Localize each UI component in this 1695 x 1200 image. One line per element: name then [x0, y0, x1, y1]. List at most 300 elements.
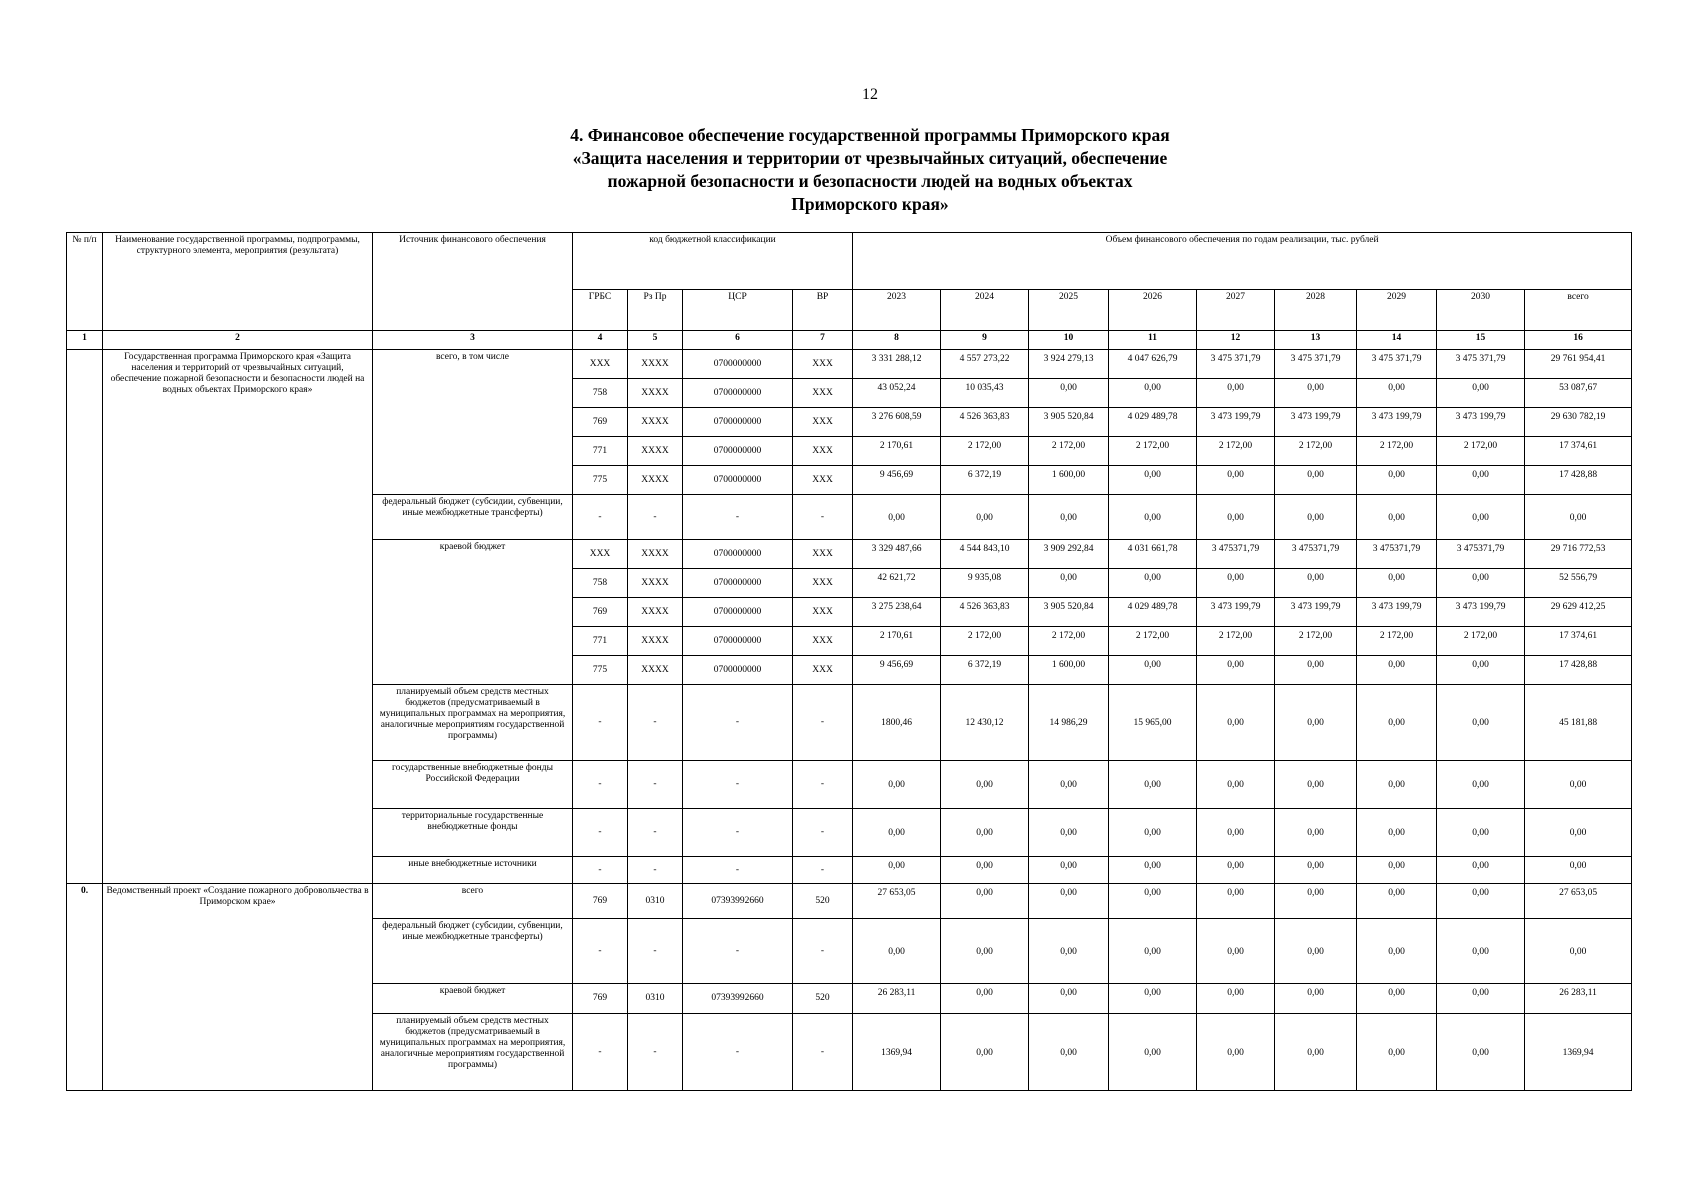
- column-number: 9: [941, 331, 1029, 350]
- source-cell: территориальные государственные внебюджетные фонды: [373, 809, 573, 857]
- value-cell: 3 473 199,79: [1275, 598, 1357, 627]
- header-year-0: 2023: [853, 290, 941, 331]
- value-cell: 0,00: [1275, 466, 1357, 495]
- value-cell: 0,00: [1437, 761, 1525, 809]
- value-cell: 12 430,12: [941, 685, 1029, 761]
- value-cell: 0,00: [1197, 884, 1275, 919]
- header-year-6: 2029: [1357, 290, 1437, 331]
- value-cell: 4 526 363,83: [941, 408, 1029, 437]
- value-cell: 3 331 288,12: [853, 350, 941, 379]
- value-cell: 0,00: [1197, 857, 1275, 884]
- column-number: 14: [1357, 331, 1437, 350]
- value-cell: 0,00: [1029, 495, 1109, 540]
- header-year-3: 2026: [1109, 290, 1197, 331]
- code-cell-grbs: 769: [573, 598, 628, 627]
- code-cell-vr: XXX: [793, 408, 853, 437]
- value-cell: 0,00: [1029, 984, 1109, 1014]
- value-cell: 0,00: [853, 809, 941, 857]
- code-cell-rzpr: XXXX: [628, 598, 683, 627]
- code-cell-csr: 0700000000: [683, 598, 793, 627]
- code-cell-grbs: 771: [573, 437, 628, 466]
- value-cell: 0,00: [1197, 984, 1275, 1014]
- value-cell: 2 172,00: [1275, 437, 1357, 466]
- value-cell: 0,00: [1109, 984, 1197, 1014]
- value-cell: 0,00: [853, 919, 941, 984]
- code-cell-rzpr: XXXX: [628, 569, 683, 598]
- value-cell: 0,00: [1109, 857, 1197, 884]
- value-cell: 0,00: [1275, 495, 1357, 540]
- code-cell-rzpr: XXXX: [628, 408, 683, 437]
- value-cell: 0,00: [1525, 809, 1632, 857]
- value-cell: 0,00: [853, 495, 941, 540]
- value-cell: 2 172,00: [1197, 437, 1275, 466]
- code-cell-csr: -: [683, 919, 793, 984]
- code-cell-csr: 07393992660: [683, 984, 793, 1014]
- code-cell-csr: -: [683, 1014, 793, 1091]
- header-year-7: 2030: [1437, 290, 1525, 331]
- value-cell: 0,00: [1437, 685, 1525, 761]
- value-cell: 0,00: [1029, 761, 1109, 809]
- value-cell: 0,00: [1197, 919, 1275, 984]
- code-cell-grbs: 775: [573, 466, 628, 495]
- value-cell: 3 475 371,79: [1275, 350, 1357, 379]
- code-cell-csr: 0700000000: [683, 408, 793, 437]
- value-cell: 2 172,00: [1275, 627, 1357, 656]
- column-number: 2: [103, 331, 373, 350]
- column-number: 12: [1197, 331, 1275, 350]
- column-number: 3: [373, 331, 573, 350]
- code-cell-vr: -: [793, 685, 853, 761]
- source-cell: федеральный бюджет (субсидии, субвенции, иные межбюджетные трансферты): [373, 919, 573, 984]
- value-cell: 0,00: [1109, 809, 1197, 857]
- column-number: 13: [1275, 331, 1357, 350]
- code-cell-csr: 0700000000: [683, 569, 793, 598]
- value-cell: 2 172,00: [1029, 627, 1109, 656]
- value-cell: 2 172,00: [1357, 437, 1437, 466]
- header-name: Наименование государственной программы, подпрограммы, структурного элемента, мероприятия (результата): [103, 233, 373, 331]
- document-title: [0, 124, 1695, 216]
- value-cell: 0,00: [1357, 1014, 1437, 1091]
- code-cell-vr: XXX: [793, 379, 853, 408]
- value-cell: 42 621,72: [853, 569, 941, 598]
- header-volume: Объем финансового обеспечения по годам реализации, тыс. рублей: [853, 233, 1632, 290]
- header-budget-code: код бюджетной классификации: [573, 233, 853, 290]
- value-cell: 0,00: [1437, 1014, 1525, 1091]
- value-cell: 1800,46: [853, 685, 941, 761]
- value-cell: 0,00: [1029, 379, 1109, 408]
- code-cell-vr: XXX: [793, 656, 853, 685]
- code-cell-vr: -: [793, 761, 853, 809]
- financing-table: [66, 232, 1632, 1091]
- value-cell: 1369,94: [853, 1014, 941, 1091]
- column-number: 16: [1525, 331, 1632, 350]
- code-cell-grbs: -: [573, 809, 628, 857]
- value-cell: 0,00: [1275, 761, 1357, 809]
- value-cell: 4 526 363,83: [941, 598, 1029, 627]
- value-cell: 6 372,19: [941, 656, 1029, 685]
- value-cell: 0,00: [941, 809, 1029, 857]
- value-cell: 0,00: [1357, 379, 1437, 408]
- header-source: Источник финансового обеспечения: [373, 233, 573, 331]
- value-cell: 0,00: [1275, 569, 1357, 598]
- value-cell: 3 905 520,84: [1029, 408, 1109, 437]
- value-cell: 4 557 273,22: [941, 350, 1029, 379]
- value-cell: 17 374,61: [1525, 437, 1632, 466]
- value-cell: 17 374,61: [1525, 627, 1632, 656]
- value-cell: 0,00: [941, 761, 1029, 809]
- value-cell: 3 473 199,79: [1197, 408, 1275, 437]
- code-cell-csr: -: [683, 761, 793, 809]
- value-cell: 3 909 292,84: [1029, 540, 1109, 569]
- code-cell-grbs: -: [573, 685, 628, 761]
- value-cell: 52 556,79: [1525, 569, 1632, 598]
- code-cell-grbs: 769: [573, 984, 628, 1014]
- value-cell: 3 475371,79: [1197, 540, 1275, 569]
- value-cell: 0,00: [941, 1014, 1029, 1091]
- value-cell: 3 473 199,79: [1437, 598, 1525, 627]
- source-cell: всего, в том числе: [373, 350, 573, 495]
- value-cell: 14 986,29: [1029, 685, 1109, 761]
- value-cell: 0,00: [1525, 761, 1632, 809]
- code-cell-csr: -: [683, 857, 793, 884]
- project-name: Ведомственный проект «Создание пожарного добровольчества в Приморском крае»: [103, 884, 373, 1091]
- value-cell: 4 029 489,78: [1109, 598, 1197, 627]
- column-number: 8: [853, 331, 941, 350]
- value-cell: 0,00: [1357, 685, 1437, 761]
- value-cell: 0,00: [1357, 919, 1437, 984]
- column-number: 10: [1029, 331, 1109, 350]
- value-cell: 0,00: [1357, 857, 1437, 884]
- value-cell: 0,00: [853, 857, 941, 884]
- value-cell: 0,00: [1275, 1014, 1357, 1091]
- value-cell: 0,00: [941, 919, 1029, 984]
- source-cell: краевой бюджет: [373, 984, 573, 1014]
- value-cell: 2 172,00: [941, 437, 1029, 466]
- value-cell: 0,00: [1029, 569, 1109, 598]
- header-row: [67, 233, 1632, 290]
- value-cell: 0,00: [1029, 884, 1109, 919]
- value-cell: 2 170,61: [853, 437, 941, 466]
- value-cell: 0,00: [1197, 761, 1275, 809]
- value-cell: 3 473 199,79: [1357, 408, 1437, 437]
- value-cell: 0,00: [1029, 1014, 1109, 1091]
- value-cell: 10 035,43: [941, 379, 1029, 408]
- code-cell-vr: -: [793, 857, 853, 884]
- source-cell: федеральный бюджет (субсидии, субвенции, иные межбюджетные трансферты): [373, 495, 573, 540]
- code-cell-rzpr: XXXX: [628, 540, 683, 569]
- code-cell-csr: 0700000000: [683, 379, 793, 408]
- value-cell: 0,00: [1357, 984, 1437, 1014]
- value-cell: 0,00: [1525, 919, 1632, 984]
- value-cell: 2 172,00: [1029, 437, 1109, 466]
- code-cell-rzpr: -: [628, 809, 683, 857]
- value-cell: 3 475 371,79: [1197, 350, 1275, 379]
- code-cell-rzpr: XXXX: [628, 627, 683, 656]
- header-code-3: ВР: [793, 290, 853, 331]
- code-cell-grbs: 771: [573, 627, 628, 656]
- header-code-0: ГРБС: [573, 290, 628, 331]
- code-cell-csr: 0700000000: [683, 656, 793, 685]
- code-cell-csr: -: [683, 809, 793, 857]
- source-cell: планируемый объем средств местных бюджетов (предусматриваемый в муниципальных программах на мероприятия, аналогичные мероприятиям государственной программы): [373, 1014, 573, 1091]
- value-cell: 2 172,00: [1109, 437, 1197, 466]
- value-cell: 0,00: [1275, 884, 1357, 919]
- row-num: 0.: [67, 884, 103, 1091]
- value-cell: 17 428,88: [1525, 656, 1632, 685]
- value-cell: 3 276 608,59: [853, 408, 941, 437]
- value-cell: 0,00: [1109, 495, 1197, 540]
- code-cell-vr: -: [793, 1014, 853, 1091]
- column-number: 7: [793, 331, 853, 350]
- value-cell: 0,00: [941, 984, 1029, 1014]
- code-cell-rzpr: -: [628, 1014, 683, 1091]
- value-cell: 0,00: [1357, 569, 1437, 598]
- value-cell: 0,00: [1357, 656, 1437, 685]
- value-cell: 2 172,00: [1109, 627, 1197, 656]
- table-row: [67, 350, 1632, 379]
- code-cell-grbs: -: [573, 857, 628, 884]
- column-number: 4: [573, 331, 628, 350]
- page-number: 12: [862, 86, 878, 103]
- value-cell: 0,00: [1437, 884, 1525, 919]
- value-cell: 3 473 199,79: [1275, 408, 1357, 437]
- code-cell-csr: 0700000000: [683, 627, 793, 656]
- value-cell: 3 924 279,13: [1029, 350, 1109, 379]
- source-cell: всего: [373, 884, 573, 919]
- code-cell-grbs: -: [573, 761, 628, 809]
- value-cell: 0,00: [1437, 379, 1525, 408]
- value-cell: 0,00: [1109, 884, 1197, 919]
- value-cell: 0,00: [1525, 857, 1632, 884]
- code-cell-rzpr: -: [628, 685, 683, 761]
- value-cell: 3 475371,79: [1437, 540, 1525, 569]
- value-cell: 0,00: [1197, 379, 1275, 408]
- value-cell: 3 475 371,79: [1437, 350, 1525, 379]
- code-cell-vr: XXX: [793, 569, 853, 598]
- code-cell-grbs: 775: [573, 656, 628, 685]
- code-cell-rzpr: XXXX: [628, 466, 683, 495]
- code-cell-rzpr: XXXX: [628, 656, 683, 685]
- value-cell: 0,00: [1109, 569, 1197, 598]
- value-cell: 0,00: [1437, 809, 1525, 857]
- code-cell-csr: 0700000000: [683, 466, 793, 495]
- header-year-4: 2027: [1197, 290, 1275, 331]
- code-cell-csr: 0700000000: [683, 350, 793, 379]
- value-cell: 0,00: [1275, 656, 1357, 685]
- value-cell: 0,00: [1197, 1014, 1275, 1091]
- code-cell-vr: -: [793, 495, 853, 540]
- column-number: 11: [1109, 331, 1197, 350]
- value-cell: 3 275 238,64: [853, 598, 941, 627]
- source-cell: планируемый объем средств местных бюджетов (предусматриваемый в муниципальных программах на мероприятия, аналогичные мероприятиям государственной программы): [373, 685, 573, 761]
- value-cell: 0,00: [1029, 809, 1109, 857]
- code-cell-grbs: XXX: [573, 540, 628, 569]
- code-cell-vr: 520: [793, 884, 853, 919]
- code-cell-vr: XXX: [793, 598, 853, 627]
- code-cell-vr: XXX: [793, 540, 853, 569]
- value-cell: 4 029 489,78: [1109, 408, 1197, 437]
- code-cell-rzpr: 0310: [628, 984, 683, 1014]
- value-cell: 2 172,00: [1437, 437, 1525, 466]
- code-cell-csr: 0700000000: [683, 540, 793, 569]
- value-cell: 0,00: [1109, 466, 1197, 495]
- value-cell: 0,00: [1109, 761, 1197, 809]
- value-cell: 2 172,00: [1197, 627, 1275, 656]
- value-cell: 0,00: [1437, 857, 1525, 884]
- code-cell-grbs: XXX: [573, 350, 628, 379]
- code-cell-csr: -: [683, 685, 793, 761]
- column-number: 1: [67, 331, 103, 350]
- header-year-5: 2028: [1275, 290, 1357, 331]
- title-line: 4. Финансовое обеспечение государственной программы Приморского края: [570, 125, 1170, 145]
- value-cell: 0,00: [1197, 466, 1275, 495]
- value-cell: 3 473 199,79: [1437, 408, 1525, 437]
- code-cell-rzpr: XXXX: [628, 437, 683, 466]
- value-cell: 0,00: [1437, 919, 1525, 984]
- code-cell-vr: -: [793, 919, 853, 984]
- value-cell: 0,00: [1197, 569, 1275, 598]
- table-row: [67, 884, 1632, 919]
- value-cell: 0,00: [1109, 379, 1197, 408]
- source-cell: государственные внебюджетные фонды Российской Федерации: [373, 761, 573, 809]
- code-cell-csr: -: [683, 495, 793, 540]
- value-cell: 3 473 199,79: [1197, 598, 1275, 627]
- header-year-1: 2024: [941, 290, 1029, 331]
- value-cell: 0,00: [1197, 809, 1275, 857]
- value-cell: 27 653,05: [853, 884, 941, 919]
- value-cell: 26 283,11: [853, 984, 941, 1014]
- value-cell: 3 905 520,84: [1029, 598, 1109, 627]
- value-cell: 2 172,00: [941, 627, 1029, 656]
- value-cell: 0,00: [1275, 685, 1357, 761]
- column-number-row: [67, 331, 1632, 350]
- code-cell-grbs: 758: [573, 569, 628, 598]
- value-cell: 3 475 371,79: [1357, 350, 1437, 379]
- header-code-1: Рз Пр: [628, 290, 683, 331]
- code-cell-grbs: -: [573, 495, 628, 540]
- value-cell: 0,00: [1437, 466, 1525, 495]
- value-cell: 0,00: [1357, 809, 1437, 857]
- value-cell: 0,00: [1357, 466, 1437, 495]
- value-cell: 1 600,00: [1029, 466, 1109, 495]
- code-cell-grbs: 758: [573, 379, 628, 408]
- value-cell: 15 965,00: [1109, 685, 1197, 761]
- code-cell-grbs: -: [573, 919, 628, 984]
- value-cell: 4 047 626,79: [1109, 350, 1197, 379]
- code-cell-grbs: -: [573, 1014, 628, 1091]
- value-cell: 0,00: [853, 761, 941, 809]
- value-cell: 17 428,88: [1525, 466, 1632, 495]
- value-cell: 0,00: [1275, 919, 1357, 984]
- column-number: 15: [1437, 331, 1525, 350]
- value-cell: 4 544 843,10: [941, 540, 1029, 569]
- value-cell: 0,00: [1275, 857, 1357, 884]
- header-year-2: 2025: [1029, 290, 1109, 331]
- value-cell: 9 935,08: [941, 569, 1029, 598]
- code-cell-rzpr: -: [628, 919, 683, 984]
- code-cell-vr: XXX: [793, 627, 853, 656]
- value-cell: 0,00: [941, 495, 1029, 540]
- program-name: Государственная программа Приморского края «Защита населения и территорий от чрезвычайных ситуаций, обеспечение пожарной безопасности и безопасности людей на водных объектах Приморского края»: [103, 350, 373, 884]
- value-cell: 0,00: [1357, 495, 1437, 540]
- value-cell: 0,00: [1109, 656, 1197, 685]
- value-cell: 3 473 199,79: [1357, 598, 1437, 627]
- value-cell: 0,00: [941, 884, 1029, 919]
- source-cell: иные внебюджетные источники: [373, 857, 573, 884]
- code-cell-vr: -: [793, 809, 853, 857]
- code-cell-rzpr: -: [628, 761, 683, 809]
- value-cell: 0,00: [1437, 984, 1525, 1014]
- header-year-8: всего: [1525, 290, 1632, 331]
- title-line: Приморского края»: [791, 194, 949, 214]
- value-cell: 0,00: [1029, 919, 1109, 984]
- code-cell-grbs: 769: [573, 408, 628, 437]
- value-cell: 9 456,69: [853, 466, 941, 495]
- value-cell: 0,00: [1437, 656, 1525, 685]
- value-cell: 0,00: [1357, 761, 1437, 809]
- value-cell: 0,00: [941, 857, 1029, 884]
- column-number: 6: [683, 331, 793, 350]
- value-cell: 3 475371,79: [1357, 540, 1437, 569]
- value-cell: 0,00: [1197, 495, 1275, 540]
- title-line: «Защита населения и территории от чрезвычайных ситуаций, обеспечение: [572, 148, 1168, 168]
- code-cell-csr: 0700000000: [683, 437, 793, 466]
- value-cell: 0,00: [1109, 919, 1197, 984]
- row-num: [67, 350, 103, 884]
- value-cell: 2 170,61: [853, 627, 941, 656]
- value-cell: 0,00: [1525, 495, 1632, 540]
- code-cell-vr: XXX: [793, 466, 853, 495]
- code-cell-rzpr: 0310: [628, 884, 683, 919]
- value-cell: 43 052,24: [853, 379, 941, 408]
- value-cell: 29 629 412,25: [1525, 598, 1632, 627]
- value-cell: 6 372,19: [941, 466, 1029, 495]
- value-cell: 0,00: [1029, 857, 1109, 884]
- value-cell: 26 283,11: [1525, 984, 1632, 1014]
- code-cell-vr: 520: [793, 984, 853, 1014]
- value-cell: 2 172,00: [1437, 627, 1525, 656]
- value-cell: 0,00: [1275, 379, 1357, 408]
- value-cell: 45 181,88: [1525, 685, 1632, 761]
- value-cell: 1369,94: [1525, 1014, 1632, 1091]
- value-cell: 0,00: [1437, 495, 1525, 540]
- header-num: № п/п: [67, 233, 103, 331]
- value-cell: 0,00: [1437, 569, 1525, 598]
- value-cell: 9 456,69: [853, 656, 941, 685]
- value-cell: 0,00: [1275, 809, 1357, 857]
- code-cell-grbs: 769: [573, 884, 628, 919]
- value-cell: 0,00: [1275, 984, 1357, 1014]
- value-cell: 2 172,00: [1357, 627, 1437, 656]
- value-cell: 29 761 954,41: [1525, 350, 1632, 379]
- code-cell-csr: 07393992660: [683, 884, 793, 919]
- code-cell-rzpr: -: [628, 495, 683, 540]
- value-cell: 53 087,67: [1525, 379, 1632, 408]
- value-cell: 1 600,00: [1029, 656, 1109, 685]
- code-cell-rzpr: -: [628, 857, 683, 884]
- value-cell: 3 329 487,66: [853, 540, 941, 569]
- value-cell: 4 031 661,78: [1109, 540, 1197, 569]
- code-cell-rzpr: XXXX: [628, 350, 683, 379]
- code-cell-vr: XXX: [793, 350, 853, 379]
- value-cell: 0,00: [1109, 1014, 1197, 1091]
- header-code-2: ЦСР: [683, 290, 793, 331]
- column-number: 5: [628, 331, 683, 350]
- title-line: пожарной безопасности и безопасности людей на водных объектах: [607, 171, 1133, 191]
- value-cell: 0,00: [1197, 656, 1275, 685]
- value-cell: 3 475371,79: [1275, 540, 1357, 569]
- value-cell: 27 653,05: [1525, 884, 1632, 919]
